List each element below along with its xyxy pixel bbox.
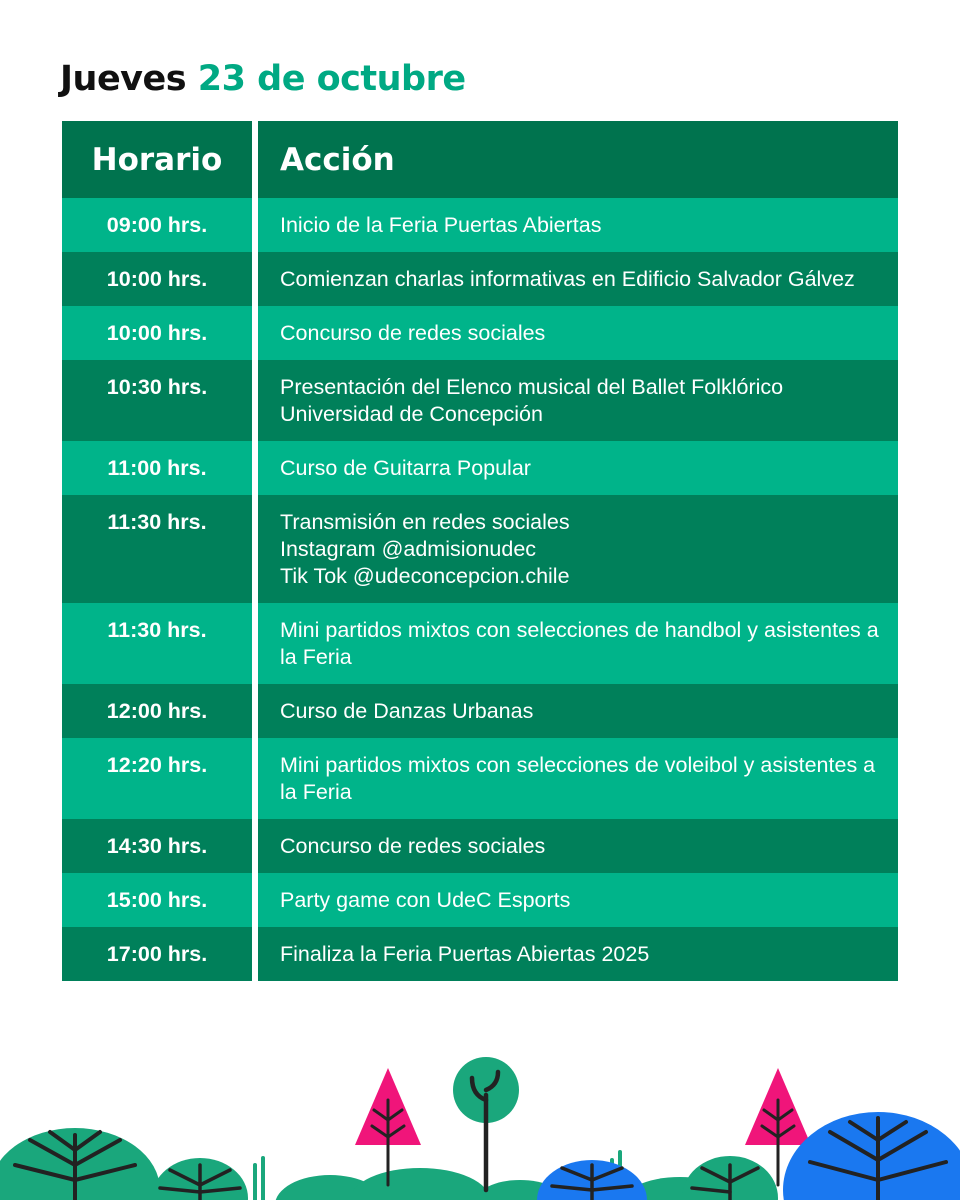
title-date: 23 de octubre [197,59,466,99]
row-action: Concurso de redes sociales [252,306,898,360]
pink-triangle-tree-icon [355,1068,421,1185]
row-action: Presentación del Elenco musical del Ballet Folklórico Universidad de Concepción [252,360,898,441]
table-row [62,738,898,819]
blue-tree-right-icon [783,1112,960,1200]
row-action: Inicio de la Feria Puertas Abiertas [252,198,898,252]
row-time: 11:00 hrs. [62,441,252,495]
row-action: Comienzan charlas informativas en Edificio Salvador Gálvez [252,252,898,306]
schedule-table [62,121,898,981]
row-action: Finaliza la Feria Puertas Abiertas 2025 [252,927,898,981]
ground-hills [275,1168,740,1200]
row-time: 11:30 hrs. [62,603,252,684]
blue-bush-icon [537,1160,647,1200]
page-title [60,56,466,102]
column-header-time: Horario [62,121,252,198]
row-time: 11:30 hrs. [62,495,252,603]
row-time: 10:00 hrs. [62,252,252,306]
table-row [62,684,898,738]
tree-bush-left-icon [0,1128,160,1200]
row-action: Curso de Danzas Urbanas [252,684,898,738]
row-time: 12:00 hrs. [62,684,252,738]
row-time: 14:30 hrs. [62,819,252,873]
row-action: Party game con UdeC Esports [252,873,898,927]
table-header-row [62,121,898,198]
forest-illustration [0,1040,960,1200]
table-row [62,927,898,981]
table-row [62,603,898,684]
row-time: 12:20 hrs. [62,738,252,819]
row-action: Concurso de redes sociales [252,819,898,873]
table-row [62,306,898,360]
row-action: Transmisión en redes sociales Instagram @admisionudec Tik Tok @udeconcepcion.chile [252,495,898,603]
table-row [62,495,898,603]
row-action: Mini partidos mixtos con selecciones de voleibol y asistentes a la Feria [252,738,898,819]
title-day: Jueves [60,59,187,99]
tree-bush-small-left-icon [152,1158,248,1200]
row-action: Mini partidos mixtos con selecciones de handbol y asistentes a la Feria [252,603,898,684]
row-time: 09:00 hrs. [62,198,252,252]
row-action: Curso de Guitarra Popular [252,441,898,495]
row-time: 10:30 hrs. [62,360,252,441]
table-row [62,360,898,441]
row-time: 15:00 hrs. [62,873,252,927]
table-row [62,819,898,873]
table-row [62,441,898,495]
row-time: 10:00 hrs. [62,306,252,360]
round-tree-icon [453,1057,519,1190]
table-row [62,873,898,927]
column-header-action: Acción [252,121,898,198]
table-row [62,252,898,306]
green-bush-right-icon [682,1156,778,1200]
row-time: 17:00 hrs. [62,927,252,981]
table-row [62,198,898,252]
